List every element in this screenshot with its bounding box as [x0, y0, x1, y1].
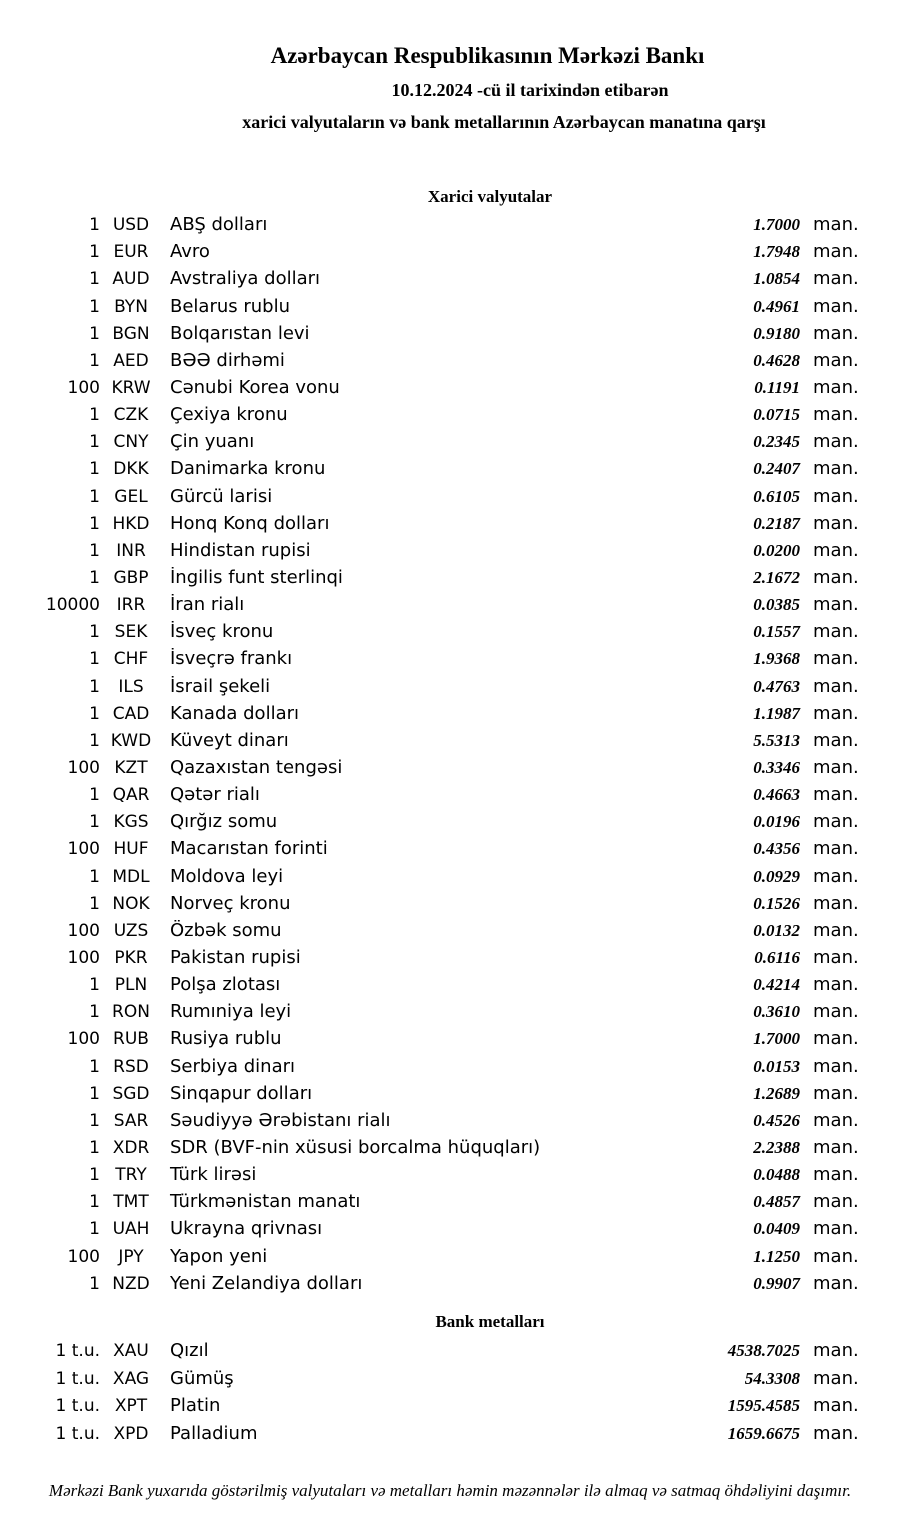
currency-unit-label: man. [813, 431, 859, 453]
currency-code: PLN [114, 975, 148, 996]
effective-date: 10.12.2024 -cü il tarixindən etibarən [391, 79, 669, 100]
currency-code: KGS [113, 812, 149, 833]
currency-code: AED [113, 350, 149, 371]
currency-name: Küveyt dinarı [170, 729, 289, 751]
currency-rate: 0.0200 [753, 540, 800, 560]
currency-name: Rusiya rublu [170, 1028, 282, 1050]
currency-code: BGN [112, 323, 150, 344]
currencies-section [0, 187, 900, 1300]
currency-name: BƏƏ dirhəmi [170, 349, 285, 371]
currency-quantity: 1 [89, 866, 100, 887]
currency-row [0, 567, 900, 594]
currency-rate: 0.4663 [753, 785, 800, 805]
currency-code: CZK [113, 405, 149, 426]
currency-quantity: 1 [89, 1056, 100, 1077]
currency-rate: 0.9907 [753, 1273, 800, 1293]
currency-unit-label: man. [813, 648, 859, 670]
currency-rate: 0.3346 [753, 757, 800, 777]
metal-row [0, 1395, 900, 1423]
currency-rate: 0.2345 [753, 432, 800, 452]
currency-name: Səudiyyə Ərəbistanı rialı [170, 1109, 391, 1131]
currency-quantity: 100 [67, 1029, 100, 1050]
metal-rate: 4538.7025 [727, 1341, 800, 1361]
currency-code: HKD [112, 513, 150, 534]
currency-code: CAD [112, 703, 150, 724]
currency-quantity: 1 [89, 432, 100, 453]
currency-rate: 1.7000 [753, 215, 800, 235]
currency-unit-label: man. [813, 322, 859, 344]
page-title: Azərbaycan Respublikasının Mərkəzi Bankı [270, 43, 705, 68]
currency-code: CNY [113, 432, 149, 453]
currency-row [0, 893, 900, 920]
currency-row [0, 866, 900, 893]
currency-rate: 1.2689 [753, 1083, 800, 1103]
currency-rate: 2.2388 [753, 1137, 800, 1157]
currency-rate: 0.1191 [754, 378, 800, 398]
currency-row [0, 730, 900, 757]
currency-name: ABŞ dolları [170, 214, 268, 236]
currency-quantity: 1 [89, 975, 100, 996]
currency-quantity: 1 [89, 1273, 100, 1294]
currency-unit-label: man. [813, 539, 859, 561]
currency-quantity: 1 [89, 893, 100, 914]
currency-code: NOK [112, 893, 150, 914]
currency-quantity: 1 [89, 215, 100, 236]
currency-row [0, 757, 900, 784]
metal-name: Qızıl [170, 1340, 209, 1362]
currency-rate: 0.9180 [753, 323, 800, 343]
currency-quantity: 100 [67, 378, 100, 399]
currency-quantity: 1 [89, 649, 100, 670]
currency-code: KWD [110, 730, 152, 751]
metal-row [0, 1368, 900, 1396]
currency-unit-label: man. [813, 1245, 859, 1267]
metal-row [0, 1340, 900, 1368]
currency-quantity: 1 [89, 242, 100, 263]
currency-row [0, 1056, 900, 1083]
currency-quantity: 100 [67, 839, 100, 860]
currency-quantity: 1 [89, 405, 100, 426]
currency-unit-label: man. [813, 1272, 859, 1294]
currency-quantity: 1 [89, 703, 100, 724]
currency-row [0, 323, 900, 350]
currency-row [0, 350, 900, 377]
currency-unit-label: man. [813, 512, 859, 534]
currency-rate: 0.4526 [753, 1110, 800, 1130]
metal-code: XAU [113, 1341, 149, 1362]
currency-unit-label: man. [813, 241, 859, 263]
currency-name: Rumıniya leyi [170, 1001, 292, 1023]
currency-unit-label: man. [813, 784, 859, 806]
currency-name: Gürcü larisi [170, 485, 273, 507]
currency-quantity: 1 [89, 676, 100, 697]
currency-quantity: 1 [89, 812, 100, 833]
currency-rate: 0.2187 [753, 513, 800, 533]
currency-row [0, 540, 900, 567]
currency-rate: 1.9368 [753, 649, 800, 669]
currency-row [0, 676, 900, 703]
metal-unit-label: man. [813, 1367, 859, 1389]
currency-code: KZT [114, 757, 148, 778]
currency-code: EUR [113, 242, 149, 263]
currency-rate: 0.1526 [753, 893, 800, 913]
currency-code: GEL [114, 486, 148, 507]
currency-row [0, 377, 900, 404]
currency-row [0, 1164, 900, 1191]
currency-rate: 0.0196 [753, 812, 800, 832]
currency-unit-label: man. [813, 838, 859, 860]
currency-unit-label: man. [813, 1109, 859, 1131]
currency-row [0, 296, 900, 323]
currency-rate: 0.6105 [753, 486, 800, 506]
currency-name: Kanada dolları [170, 702, 300, 724]
currency-row [0, 947, 900, 974]
currency-rate: 0.4214 [753, 975, 800, 995]
currency-name: Hindistan rupisi [170, 539, 311, 561]
currency-unit-label: man. [813, 268, 859, 290]
metal-rate: 54.3308 [744, 1368, 800, 1388]
currency-quantity: 1 [89, 513, 100, 534]
currency-unit-label: man. [813, 974, 859, 996]
currency-quantity: 100 [67, 1246, 100, 1267]
currency-unit-label: man. [813, 865, 859, 887]
currency-name: İran rialı [170, 594, 245, 616]
currency-unit-label: man. [813, 729, 859, 751]
currency-row [0, 486, 900, 513]
metal-code: XPD [113, 1423, 149, 1444]
currency-rate: 0.0132 [753, 920, 800, 940]
currency-name: Sinqapur dolları [170, 1082, 313, 1104]
currency-quantity: 1 [89, 1192, 100, 1213]
currency-quantity: 1 [89, 568, 100, 588]
currency-row [0, 458, 900, 485]
currency-row [0, 974, 900, 1001]
metal-unit-label: man. [813, 1340, 859, 1362]
currency-code: QAR [112, 785, 150, 806]
currency-name: Ukrayna qrivnası [170, 1218, 323, 1240]
currency-name: Pakistan rupisi [170, 946, 301, 968]
metal-code: XPT [114, 1396, 148, 1417]
currency-rate: 0.4961 [753, 296, 800, 316]
currency-unit-label: man. [813, 919, 859, 941]
currency-unit-label: man. [813, 1055, 859, 1077]
currency-unit-label: man. [813, 1164, 859, 1186]
currency-unit-label: man. [813, 1136, 859, 1158]
currency-name: Qətər rialı [170, 784, 260, 806]
currency-rate: 5.5313 [753, 730, 800, 750]
currency-rate: 0.1557 [753, 622, 800, 642]
currency-name: İsveç kronu [170, 621, 274, 643]
currency-name: Danimarka kronu [170, 458, 326, 480]
currency-rate: 0.0715 [753, 405, 800, 425]
currency-name: Macarıstan forinti [170, 838, 328, 860]
currency-name: Qırğız somu [170, 811, 278, 833]
currency-unit-label: man. [813, 811, 859, 833]
currency-row [0, 404, 900, 431]
currency-quantity: 1 [89, 1083, 100, 1104]
metal-quantity: 1 t.u. [55, 1423, 100, 1444]
currency-row [0, 838, 900, 865]
currency-name: Norveç kronu [170, 892, 291, 914]
currency-unit-label: man. [813, 621, 859, 643]
currency-rate: 0.0153 [753, 1056, 800, 1076]
currency-quantity: 1 [89, 459, 100, 480]
metals-heading: Bank metalları [435, 1311, 545, 1331]
currency-code: TMT [113, 1192, 149, 1213]
currency-quantity: 1 [89, 350, 100, 371]
currency-unit-label: man. [813, 946, 859, 968]
currency-rate: 0.6116 [754, 947, 800, 967]
currency-code: NZD [112, 1273, 150, 1294]
currency-row [0, 268, 900, 295]
currency-code: UZS [113, 920, 149, 941]
currency-code: RUB [113, 1029, 149, 1050]
metals-table [0, 1340, 900, 1450]
currency-row [0, 1191, 900, 1218]
currency-row [0, 1246, 900, 1273]
metals-section [0, 1312, 900, 1451]
currency-quantity: 1 [89, 1002, 100, 1023]
currency-code: UAH [112, 1219, 150, 1240]
currency-row [0, 214, 900, 241]
currency-unit-label: man. [813, 1028, 859, 1050]
currency-code: BYN [114, 296, 148, 317]
currency-quantity: 1 [89, 540, 100, 561]
currency-name: SDR (BVF-nin xüsusi borcalma hüquqları) [170, 1136, 541, 1158]
currency-name: Cənubi Korea vonu [170, 377, 340, 399]
currency-unit-label: man. [813, 485, 859, 507]
currency-quantity: 1 [89, 323, 100, 344]
currency-row [0, 1218, 900, 1245]
currency-code: JPY [118, 1246, 144, 1267]
currency-name: İngilis funt sterlinqi [170, 567, 343, 588]
currency-code: HUF [113, 839, 149, 860]
currency-code: KRW [111, 378, 151, 399]
currency-row [0, 811, 900, 838]
currency-code: SEK [114, 622, 148, 643]
currency-quantity: 1 [89, 1219, 100, 1240]
currency-rate: 0.4356 [753, 839, 800, 859]
disclaimer-note: Mərkəzi Bank yuxarıda göstərilmiş valyutaları və metalları həmin məzənnələr ilə almaq və satmaq öhdəliyini daşımır. [48, 1480, 852, 1500]
currency-unit-label: man. [813, 567, 859, 588]
currency-code: INR [116, 540, 146, 561]
currency-row [0, 648, 900, 675]
currency-row [0, 594, 900, 621]
currency-name: İsrail şekeli [170, 675, 271, 697]
currency-row [0, 1137, 900, 1164]
currency-rate: 1.0854 [753, 269, 800, 289]
currency-quantity: 1 [89, 1165, 100, 1186]
metal-name: Gümüş [170, 1367, 234, 1389]
metal-quantity: 1 t.u. [55, 1396, 100, 1417]
currency-row [0, 1110, 900, 1137]
currency-unit-label: man. [813, 214, 859, 236]
currency-name: Çexiya kronu [170, 404, 288, 426]
currency-quantity: 100 [67, 920, 100, 941]
currency-code: IRR [116, 595, 146, 616]
currency-code: RON [112, 1002, 150, 1023]
currency-name: İsveçrə frankı [170, 648, 293, 670]
currency-code: AUD [112, 269, 150, 290]
metal-quantity: 1 t.u. [55, 1368, 100, 1389]
currency-quantity: 10000 [45, 595, 100, 616]
currency-rate: 0.0488 [753, 1165, 800, 1185]
currency-rate: 0.2407 [753, 459, 800, 479]
currency-unit-label: man. [813, 349, 859, 371]
currency-unit-label: man. [813, 1191, 859, 1213]
currency-unit-label: man. [813, 1082, 859, 1104]
currency-rate: 1.7948 [753, 242, 800, 262]
currency-name: Bolqarıstan levi [170, 322, 310, 344]
currency-name: Belarus rublu [170, 295, 291, 317]
currency-unit-label: man. [813, 295, 859, 317]
currency-quantity: 1 [89, 1110, 100, 1131]
metal-code: XAG [112, 1368, 150, 1389]
currency-name: Türk lirəsi [170, 1164, 257, 1186]
currency-quantity: 1 [89, 785, 100, 806]
currency-row [0, 1001, 900, 1028]
currency-unit-label: man. [813, 1001, 859, 1023]
currency-row [0, 241, 900, 268]
currency-quantity: 1 [89, 1137, 100, 1158]
currency-row [0, 703, 900, 730]
currency-name: Avstraliya dolları [170, 268, 321, 290]
currency-name: Serbiya dinarı [170, 1055, 295, 1077]
currency-rate: 1.1250 [753, 1246, 800, 1266]
currency-rate: 0.4857 [753, 1192, 800, 1212]
currency-unit-label: man. [813, 377, 859, 399]
currency-code: RSD [113, 1056, 149, 1077]
currency-unit-label: man. [813, 892, 859, 914]
currency-unit-label: man. [813, 1218, 859, 1240]
currency-row [0, 920, 900, 947]
currency-name: Honq Konq dolları [170, 512, 330, 534]
currency-rate: 1.7000 [753, 1029, 800, 1049]
currency-code: PKR [114, 947, 148, 968]
currency-quantity: 1 [89, 269, 100, 290]
metal-unit-label: man. [813, 1395, 859, 1417]
currency-code: GBP [113, 568, 149, 588]
currency-code: CHF [113, 649, 149, 670]
currency-row [0, 1273, 900, 1300]
currency-name: Özbək somu [170, 919, 282, 941]
currency-rate: 0.0385 [753, 595, 800, 615]
currency-rate: 1.1987 [753, 703, 800, 723]
currency-name: Yeni Zelandiya dolları [170, 1272, 363, 1294]
currency-row [0, 784, 900, 811]
currency-name: Çin yuanı [170, 431, 255, 453]
currency-code: DKK [113, 459, 149, 480]
currency-code: SAR [113, 1110, 149, 1131]
currency-rate: 2.1672 [753, 568, 800, 587]
currency-row [0, 1083, 900, 1110]
metal-quantity: 1 t.u. [55, 1341, 100, 1362]
currency-code: MDL [112, 866, 150, 887]
currency-quantity: 1 [89, 486, 100, 507]
currency-quantity: 1 [89, 730, 100, 751]
currency-name: Polşa zlotası [170, 974, 281, 996]
metal-name: Platin [170, 1395, 221, 1417]
currency-row [0, 621, 900, 648]
currency-code: XDR [112, 1137, 150, 1158]
bulletin-header [0, 42, 900, 134]
currency-code: TRY [115, 1165, 147, 1186]
currency-rate: 0.0409 [753, 1219, 800, 1239]
metal-rate: 1595.4585 [727, 1396, 800, 1416]
currency-unit-label: man. [813, 404, 859, 426]
bulletin-footer [0, 1481, 900, 1501]
metal-unit-label: man. [813, 1422, 859, 1444]
currency-quantity: 1 [89, 296, 100, 317]
currency-code: ILS [118, 676, 144, 697]
currency-name: Yapon yeni [170, 1245, 268, 1267]
currencies-table [0, 214, 900, 1300]
currency-unit-label: man. [813, 594, 859, 616]
currency-name: Moldova leyi [170, 865, 284, 887]
currency-rate: 0.0929 [753, 866, 800, 886]
currency-unit-label: man. [813, 458, 859, 480]
currency-row [0, 431, 900, 458]
currency-rate: 0.4628 [753, 350, 800, 370]
currency-code: SGD [112, 1083, 150, 1104]
currency-unit-label: man. [813, 675, 859, 697]
metal-rate: 1659.6675 [727, 1423, 800, 1443]
metal-name: Palladium [170, 1422, 258, 1444]
currency-quantity: 100 [67, 757, 100, 778]
currency-name: Türkmənistan manatı [170, 1191, 361, 1213]
subtitle: xarici valyutaların və bank metallarının Azərbaycan manatına qarşı [242, 112, 766, 133]
currency-name: Avro [170, 241, 210, 263]
currency-row [0, 1028, 900, 1055]
currency-code: USD [112, 215, 150, 236]
currency-name: Qazaxıstan tengəsi [170, 756, 343, 778]
currency-unit-label: man. [813, 756, 859, 778]
currency-unit-label: man. [813, 702, 859, 724]
currency-rate: 0.4763 [753, 676, 800, 696]
metal-row [0, 1423, 900, 1451]
currency-quantity: 100 [67, 947, 100, 968]
currencies-heading: Xarici valyutalar [427, 186, 553, 206]
currency-quantity: 1 [89, 622, 100, 643]
currency-row [0, 513, 900, 540]
currency-rate: 0.3610 [753, 1002, 800, 1022]
